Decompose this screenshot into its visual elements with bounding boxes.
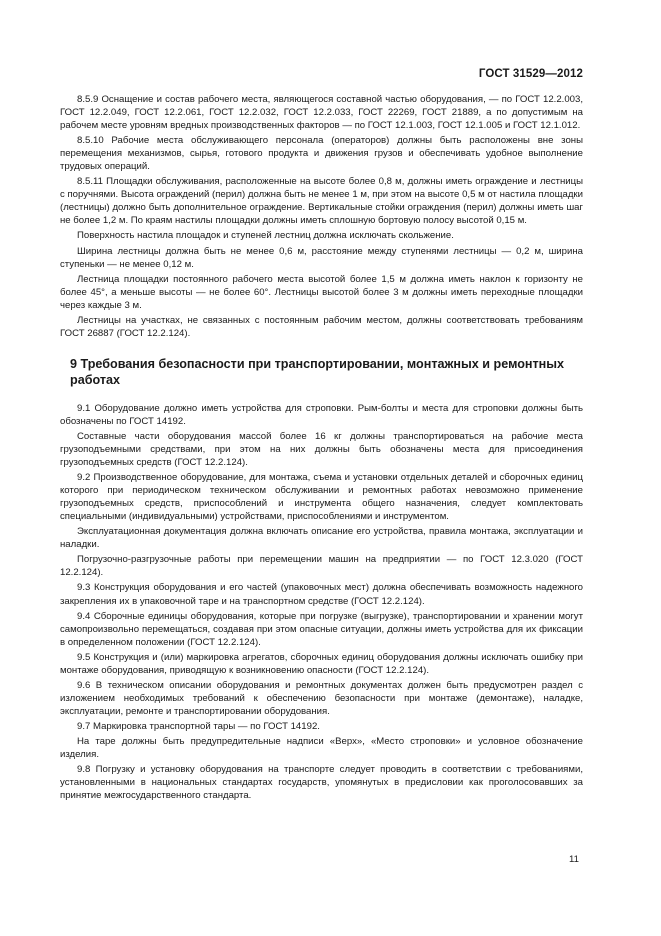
document-code-header: ГОСТ 31529—2012: [478, 68, 583, 80]
paragraph: 9.4 Сборочные единицы оборудования, которые при погрузке (выгрузке), транспортировании и хранении могут самопроизвольно перемещаться, создавая при этом опасные ситуации, должны иметь устройства для их фиксации в определенном положении (ГОСТ 12.2.124).: [60, 610, 583, 648]
paragraph: 9.1 Оборудование должно иметь устройства для строповки. Рым-болты и места для строповки должны быть обозначены по ГОСТ 14192.: [60, 402, 583, 427]
paragraph: 9.2 Производственное оборудование, для монтажа, съема и установки отдельных деталей и сборочных единиц которого при периодическом техническом обслуживании и ремонтных работах невозможно применение грузоподъемных средств, приспособлений и инструмента общего назначения, следует комплектовать специальными (индивидуальными) устройствами, приспособлениями и инструментом.: [60, 472, 583, 523]
paragraph: 9.5 Конструкция и (или) маркировка агрегатов, сборочных единиц оборудования должны исключать ошибку при монтаже оборудования, приводящую к возникновению опасности (ГОСТ 12.2.124).: [60, 651, 583, 676]
paragraph: Лестницы на участках, не связанных с постоянным рабочим местом, должны соответствовать требованиям ГОСТ 26887 (ГОСТ 12.2.124).: [60, 314, 583, 339]
paragraph: Составные части оборудования массой более 16 кг должны транспортироваться на рабочие места грузоподъемными средствами, при этом на них должны быть обозначены места для присоединения грузоподъемных средств (ГОСТ 12.2.124).: [60, 430, 583, 469]
paragraph: Ширина лестницы должна быть не менее 0,6 м, расстояние между ступенями лестницы — 0,2 м, ширина ступеньки — не менее 0,12 м.: [60, 245, 583, 270]
paragraph: Эксплуатационная документация должна включать описание его устройства, правила монтажа, эксплуатации и наладки.: [60, 526, 583, 551]
paragraph: 9.7 Маркировка транспортной тары — по ГОСТ 14192.: [77, 720, 320, 732]
paragraph: 9.6 В техническом описании оборудования и ремонтных документах должен быть предусмотрен раздел с изложением необходимых требований к обеспечению безопасности при монтаже (демонтаже), наладке, эксплуатации, ремонте и транспортировании оборудования.: [60, 679, 583, 717]
paragraph: Лестница площадки постоянного рабочего места высотой более 1,5 м должна иметь наклон к горизонту не более 45°, а меньше высоты — не более 60°. Лестницы высотой более 3 м должны иметь переходные площадки через каждые 3 м.: [60, 273, 583, 311]
paragraph: Погрузочно-разгрузочные работы при перемещении машин на предприятии — по ГОСТ 12.3.020 (ГОСТ 12.2.124).: [60, 554, 583, 579]
paragraph: 9.3 Конструкция оборудования и его частей (упаковочных мест) должна обеспечивать возможность надежного закрепления их в упаковочной таре и на транспортном средстве (ГОСТ 12.2.124).: [60, 582, 583, 607]
document-body: [60, 93, 583, 804]
section-heading: 9 Требования безопасности при транспортировании, монтажных и ремонтных работах: [70, 356, 565, 387]
paragraph: 8.5.11 Площадки обслуживания, расположенные на высоте более 0,8 м, должны иметь ограждение и лестницы с поручнями. Высота ограждений (перил) должна быть не менее 1 м, при этом на высоте 0,5 м от настила площадки (лестницы) должно быть дополнительное ограждение. Вертикальные стойки ограждения (перил) должны иметь шаг не более 1,2 м. По краям настилы площадки должны иметь сплошную бортовую полосу высотой 0,15 м.: [60, 176, 583, 227]
page-number: 11: [569, 854, 579, 865]
paragraph: 8.5.9 Оснащение и состав рабочего места, являющегося составной частью оборудования, — по ГОСТ 12.2.003, ГОСТ 12.2.049, ГОСТ 12.2.061, ГОСТ 12.2.032, ГОСТ 12.2.033, ГОСТ 22269, ГОСТ 21889, а по допустимым на рабочем месте уровням вредных производственных факторов — по ГОСТ 12.1.003, ГОСТ 12.1.005 и ГОСТ 12.1.012.: [60, 94, 583, 132]
paragraph: 8.5.10 Рабочие места обслуживающего персонала (операторов) должны быть расположены вне зоны перемещения механизмов, сырья, готового продукта и движения грузов и обеспечивать удобное выполнение трудовых операций.: [60, 135, 583, 173]
paragraph: Поверхность настила площадок и ступеней лестниц должна исключать скольжение.: [77, 230, 454, 242]
paragraph: 9.8 Погрузку и установку оборудования на транспорте следует проводить в соответствии с требованиями, установленными в национальных стандартах государств, упомянутых в предисловии как проголосовавших за принятие межгосударственного стандарта.: [60, 764, 583, 802]
paragraph: На таре должны быть предупредительные надписи «Верх», «Место строповки» и условное обозначение изделия.: [60, 735, 583, 761]
